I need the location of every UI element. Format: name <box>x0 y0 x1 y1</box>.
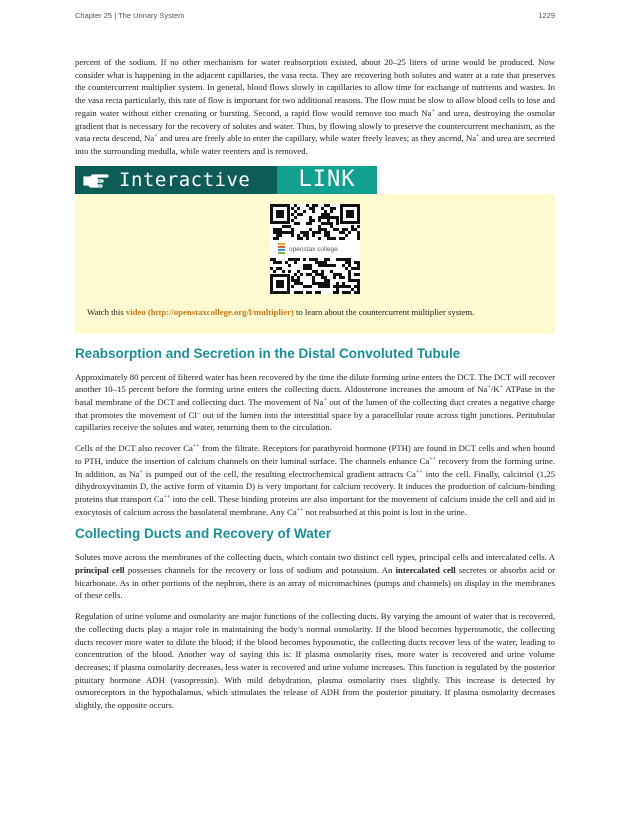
intro-paragraph: percent of the sodium. If no other mechanism for water reabsorption existed, about 20–25 liters of urine would be produced. Now consider what is happening in the adjacent capillaries, the vasa recta. They are recovering both solutes and water at a rate that preserves the countercurrent multiplier system. In general, blood flows slowly in capillaries to allow time for exchange of nutrients and wastes. In the vasa recta particularly, this rate of flow is important for two additional reasons. The flow must be slow to allow blood cells to lose and regain water without either crenating or bursting. Second, a rapid flow would remove too much Na+ and urea, destroying the osmolar gradient that is necessary for the recovery of solutes and water. Thus, by flowing slowly to preserve the countercurrent mechanism, as the vasa recta descend, Na+ and urea are freely able to enter the capillary, while water freely leaves; as they ascend, Na+ and urea are secreted into the surrounding medulla, while water reenters and is removed. <box>75 57 555 156</box>
section-heading-collecting-ducts: Collecting Ducts and Recovery of Water <box>75 526 332 542</box>
interactive-link-caption: Watch this video (http://openstaxcollege.org/l/multiplier) to learn about the countercurrent multiplier system. <box>87 306 475 317</box>
collecting-ducts-paragraph-1: Solutes move across the membranes of the collecting ducts, which contain two distinct cell types, principal cells and intercalated cells. A principal cell possesses channels for the recovery or loss of sodium and potassium. An intercalated cell secretes or absorbs acid or bicarbonate. As in other portions of the nephron, there is an array of micromachines (pumps and channels) on display in the membranes of these cells. <box>75 552 555 601</box>
collecting-ducts-paragraph-2: Regulation of urine volume and osmolarity are major functions of the collecting ducts. By varying the amount of water that is recovered, the collecting ducts play a major role in maintaining the body’s normal osmolarity. If the blood becomes hyperosmotic, the collecting ducts recover more water to dilute the blood; if the blood becomes hyposmotic, the collecting ducts recover less of the water, leading to concentration of the blood. Another way of saying this is: If plasma osmolarity rises, more water is recovered and urine volume decreases; if plasma osmolarity decreases, less water is recovered and urine volume increases. This function is regulated by the posterior pituitary hormone ADH (vasopressin). With mild dehydration, plasma osmolarity rises slightly. This increase is detected by osmoreceptors in the hypothalamus, which stimulates the release of ADH from the posterior pituitary. If plasma osmolarity decreases slightly, the opposite occurs. <box>75 611 555 711</box>
banner-interactive-text: Interactive <box>119 168 251 191</box>
pointing-hand-icon <box>81 170 111 190</box>
openstax-logo-text: openstax college <box>289 245 338 253</box>
banner-left <box>75 166 277 194</box>
running-header-chapter: Chapter 25 | The Urinary System <box>75 11 185 20</box>
interactive-link-banner <box>75 166 555 194</box>
dct-paragraph-2: Cells of the DCT also recover Ca++ from the filtrate. Receptors for parathyroid hormone (PTH) are found in DCT cells and when bound to PTH, induce the insertion of calcium channels on their luminal surface. The channels enhance Ca++ recovery from the forming urine. In addition, as Na+ is pumped out of the cell, the resulting electrochemical gradient attracts Ca++ into the cell. Finally, calcitriol (1,25 dihydroxyvitamin D, the active form of vitamin D) is very important for calcium recovery. It induces the production of calcium-binding proteins that transport Ca++ into the cell. These binding proteins are also important for the movement of calcium inside the cell and aid in exocytosis of calcium across the basolateral membrane. Any Ca++ not reabsorbed at this point is lost in the urine. <box>75 443 556 517</box>
dct-paragraph-1: Approximately 80 percent of filtered water has been recovered by the time the dilute forming urine enters the DCT. The DCT will recover another 10–15 percent before the forming urine enters the collecting ducts. Aldosterone increases the amount of Na+/K+ ATPase in the basal membrane of the DCT and collecting duct. The movement of Na+ out of the lumen of the collecting duct creates a negative charge that promotes the movement of Cl– out of the lumen into the interstitial space by a paracellular route across tight junctions. Peritubular capillaries receive the solutes and water, returning them to the circulation. <box>75 371 555 433</box>
banner-link-text: LINK <box>277 166 377 194</box>
section-heading-dct: Reabsorption and Secretion in the Distal Convoluted Tubule <box>75 345 461 361</box>
page-number: 1229 <box>538 11 555 20</box>
page-content <box>75 56 555 720</box>
qr-code-icon[interactable] <box>270 204 360 294</box>
video-link[interactable]: video (http://openstaxcollege.org/l/multiplier) <box>125 306 294 317</box>
interactive-link-box <box>75 194 555 334</box>
